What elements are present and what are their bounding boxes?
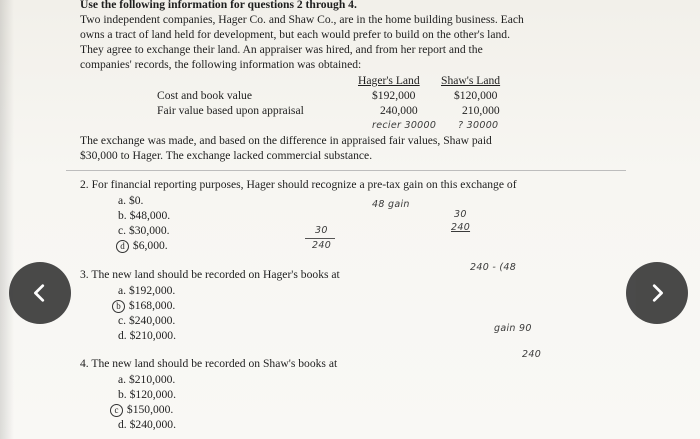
option-text: $168,000. xyxy=(128,299,176,312)
handwritten-note: ? 30000 xyxy=(458,120,499,131)
option: b. $48,000. xyxy=(118,209,171,222)
table-cell: $192,000 xyxy=(372,89,416,102)
answer-circle: d xyxy=(116,240,129,253)
handwritten-note: gain 90 xyxy=(494,323,532,334)
answer-circle: c xyxy=(110,404,123,417)
option-text: $150,000. xyxy=(126,403,174,416)
option-circled xyxy=(110,403,173,417)
intro-line-2: owns a tract of land held for development, but each would prefer to build on the other's land. xyxy=(80,28,510,41)
option-text: $6,000. xyxy=(132,239,168,252)
table-header-shaw: Shaw's Land xyxy=(441,74,501,87)
option: a. $210,000. xyxy=(118,373,176,386)
page-edge-shadow xyxy=(0,0,14,439)
chevron-right-icon xyxy=(646,282,668,304)
heading: Use the following information for questions 2 through 4. xyxy=(80,0,357,11)
table-cell: 210,000 xyxy=(462,104,500,117)
table-header-hager: Hager's Land xyxy=(358,74,420,87)
handwritten-note: 30 xyxy=(454,209,467,220)
handwritten-note: recier 30000 xyxy=(372,120,437,131)
intro-line-4: companies' records, the following information was obtained: xyxy=(80,58,362,71)
option-circled xyxy=(112,299,175,313)
question-4-stem: 4. The new land should be recorded on Shaw's books at xyxy=(80,357,338,370)
question-2-stem: 2. For financial reporting purposes, Hager should recognize a pre-tax gain on this exchange of xyxy=(80,178,517,191)
chevron-left-icon xyxy=(29,282,51,304)
handwritten-note: 30 xyxy=(315,225,328,236)
table-row-label: Cost and book value xyxy=(157,89,252,102)
fraction-line xyxy=(305,238,335,239)
handwritten-note: 240 - (48 xyxy=(470,262,517,273)
exchange-line-1: The exchange was made, and based on the difference in appraised fair values, Shaw paid xyxy=(80,134,492,147)
table-cell: 240,000 xyxy=(380,104,418,117)
intro-line-3: They agree to exchange their land. An appraiser was hired, and from her report and the xyxy=(80,43,483,56)
option: c. $30,000. xyxy=(118,224,170,237)
option: a. $0. xyxy=(118,194,144,207)
previous-button[interactable] xyxy=(9,262,71,324)
handwritten-note: 240 xyxy=(451,222,471,233)
option-circled xyxy=(116,239,168,253)
intro-line-1: Two independent companies, Hager Co. and Shaw Co., are in the home building business. Each xyxy=(80,13,524,26)
table-row-label: Fair value based upon appraisal xyxy=(157,104,304,117)
divider xyxy=(66,170,626,171)
answer-circle: b xyxy=(112,300,125,313)
question-3-stem: 3. The new land should be recorded on Hager's books at xyxy=(80,268,340,281)
exchange-line-2: $30,000 to Hager. The exchange lacked commercial substance. xyxy=(80,149,373,162)
option: c. $240,000. xyxy=(118,314,176,327)
table-cell: $120,000 xyxy=(454,89,498,102)
next-button[interactable] xyxy=(626,262,688,324)
option: a. $192,000. xyxy=(118,284,176,297)
handwritten-note: 48 gain xyxy=(372,199,410,210)
option: b. $120,000. xyxy=(118,388,176,401)
handwritten-note: 240 xyxy=(522,349,542,360)
option: d. $210,000. xyxy=(118,329,176,342)
option: d. $240,000. xyxy=(118,418,176,431)
handwritten-note: 240 xyxy=(312,240,332,251)
